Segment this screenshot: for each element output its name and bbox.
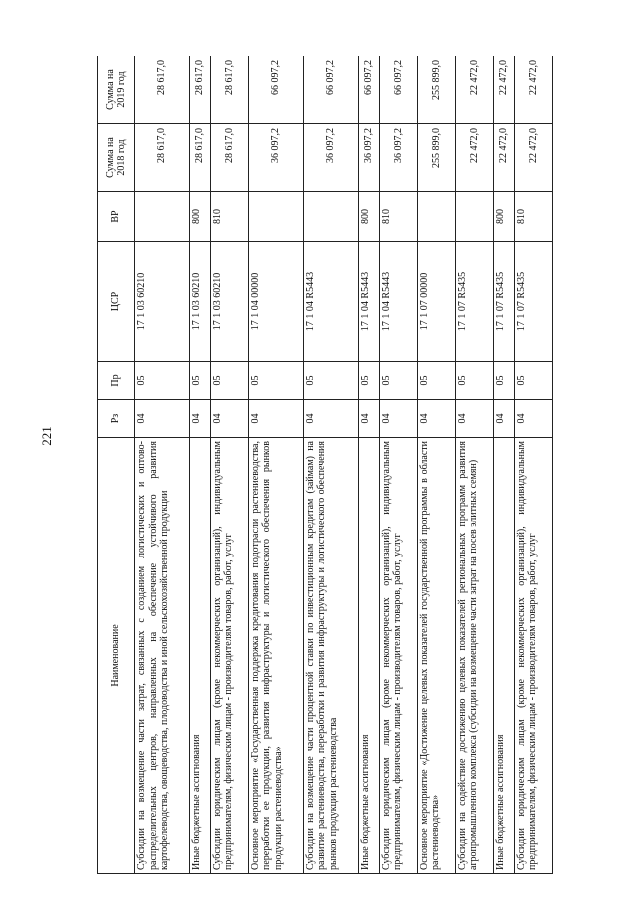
row-rz: 04 (135, 400, 190, 438)
budget-table-wrapper (97, 56, 553, 874)
row-vr: 800 (358, 192, 379, 242)
row-sum-2019: 22 472,0 (514, 56, 552, 124)
row-pr: 05 (303, 362, 358, 400)
header-sum-2019: Сумма на 2019 год (98, 56, 135, 124)
row-name: Иные бюджетные ассигнования (358, 438, 379, 874)
budget-table (97, 56, 553, 874)
row-vr: 810 (379, 192, 417, 242)
row-csr: 17 1 03 60210 (135, 242, 190, 362)
row-sum-2018: 22 472,0 (455, 124, 493, 192)
row-sum-2019: 28 617,0 (135, 56, 190, 124)
row-vr: 810 (514, 192, 552, 242)
row-csr: 17 1 03 60210 (189, 242, 210, 362)
row-vr (248, 192, 303, 242)
row-sum-2018: 255 899,0 (417, 124, 455, 192)
header-sum-2018: Сумма на 2018 год (98, 124, 135, 192)
row-name: Основное мероприятие «Государственная поддержка кредитования подотрасли растениеводства, переработки ее продукции, развития инфраструктуры и логистического обеспечения рынков продукции растениеводства» (248, 438, 303, 874)
row-name: Субсидии на содействие достижению целевых показателей региональных программ развития агропромышленного комплекса (субсидии на возмещение части затрат на посев элитных семян) (455, 438, 493, 874)
table-header-row (98, 56, 135, 874)
table-row (189, 56, 210, 874)
table-row (358, 56, 379, 874)
table-row (417, 56, 455, 874)
row-sum-2019: 22 472,0 (493, 56, 514, 124)
row-pr: 05 (358, 362, 379, 400)
row-rz: 04 (455, 400, 493, 438)
table-row (303, 56, 358, 874)
table-row (135, 56, 190, 874)
row-sum-2018: 22 472,0 (493, 124, 514, 192)
row-name: Субсидии юридическим лицам (кроме некоммерческих организаций), индивидуальным предпринимателям, физическим лицам - производителям товаров, работ, услуг (514, 438, 552, 874)
row-csr: 17 1 07 00000 (417, 242, 455, 362)
row-name: Основное мероприятие «Достижение целевых показателей государственной программы в области растениеводства» (417, 438, 455, 874)
row-csr: 17 1 07 R5435 (514, 242, 552, 362)
row-vr: 810 (210, 192, 248, 242)
row-sum-2018: 36 097,2 (303, 124, 358, 192)
row-pr: 05 (189, 362, 210, 400)
row-pr: 05 (248, 362, 303, 400)
row-vr (455, 192, 493, 242)
row-sum-2019: 28 617,0 (189, 56, 210, 124)
table-row (455, 56, 493, 874)
row-csr: 17 1 03 60210 (210, 242, 248, 362)
row-rz: 04 (493, 400, 514, 438)
row-pr: 05 (135, 362, 190, 400)
row-sum-2019: 28 617,0 (210, 56, 248, 124)
row-sum-2019: 22 472,0 (455, 56, 493, 124)
row-sum-2018: 28 617,0 (210, 124, 248, 192)
row-rz: 04 (514, 400, 552, 438)
row-sum-2018: 22 472,0 (514, 124, 552, 192)
row-rz: 04 (303, 400, 358, 438)
row-name: Субсидии юридическим лицам (кроме некоммерческих организаций), индивидуальным предпринимателям, физическим лицам - производителям товаров, работ, услуг (210, 438, 248, 874)
header-vr: ВР (98, 192, 135, 242)
row-rz: 04 (379, 400, 417, 438)
row-name: Субсидии юридическим лицам (кроме некоммерческих организаций), индивидуальным предпринимателям, физическим лицам - производителям товаров, работ, услуг (379, 438, 417, 874)
rotated-table-container (97, 56, 553, 874)
row-pr: 05 (417, 362, 455, 400)
row-vr (303, 192, 358, 242)
row-pr: 05 (493, 362, 514, 400)
header-pr: Пр (98, 362, 135, 400)
row-rz: 04 (248, 400, 303, 438)
row-sum-2018: 36 097,2 (379, 124, 417, 192)
row-name: Иные бюджетные ассигнования (493, 438, 514, 874)
row-sum-2019: 255 899,0 (417, 56, 455, 124)
row-pr: 05 (455, 362, 493, 400)
row-sum-2018: 28 617,0 (189, 124, 210, 192)
page-number: 221 (39, 426, 54, 446)
row-sum-2018: 36 097,2 (248, 124, 303, 192)
row-rz: 04 (189, 400, 210, 438)
row-csr: 17 1 04 R5443 (379, 242, 417, 362)
row-csr: 17 1 07 R5435 (455, 242, 493, 362)
row-pr: 05 (514, 362, 552, 400)
row-csr: 17 1 04 R5443 (303, 242, 358, 362)
row-name: Субсидии на возмещение части затрат, связанных с созданием логистических и оптово-распределительных центров, направленных на обеспечение устойчивого развития картофелеводства, овощеводства, плодоводства и иной сельскохозяйственной продукции (135, 438, 190, 874)
row-csr: 17 1 04 R5443 (358, 242, 379, 362)
row-pr: 05 (379, 362, 417, 400)
row-name: Иные бюджетные ассигнования (189, 438, 210, 874)
header-name: Наименование (98, 438, 135, 874)
row-vr: 800 (189, 192, 210, 242)
row-csr: 17 1 07 R5435 (493, 242, 514, 362)
row-sum-2019: 66 097,2 (358, 56, 379, 124)
row-vr (417, 192, 455, 242)
row-rz: 04 (210, 400, 248, 438)
row-name: Субсидии на возмещение части процентной ставки по инвестиционным кредитам (займам) на развитие растениеводства, переработки и развития инфраструктуры и логистического обеспечения рынков продукции растениеводства (303, 438, 358, 874)
row-sum-2019: 66 097,2 (248, 56, 303, 124)
row-sum-2018: 36 097,2 (358, 124, 379, 192)
row-rz: 04 (358, 400, 379, 438)
row-sum-2019: 66 097,2 (303, 56, 358, 124)
row-pr: 05 (210, 362, 248, 400)
row-rz: 04 (417, 400, 455, 438)
header-csr: ЦСР (98, 242, 135, 362)
row-sum-2018: 28 617,0 (135, 124, 190, 192)
table-row (514, 56, 552, 874)
header-rz: Рз (98, 400, 135, 438)
row-vr: 800 (493, 192, 514, 242)
row-sum-2019: 66 097,2 (379, 56, 417, 124)
row-csr: 17 1 04 00000 (248, 242, 303, 362)
row-vr (135, 192, 190, 242)
table-row (248, 56, 303, 874)
table-row (493, 56, 514, 874)
table-row (379, 56, 417, 874)
table-row (210, 56, 248, 874)
